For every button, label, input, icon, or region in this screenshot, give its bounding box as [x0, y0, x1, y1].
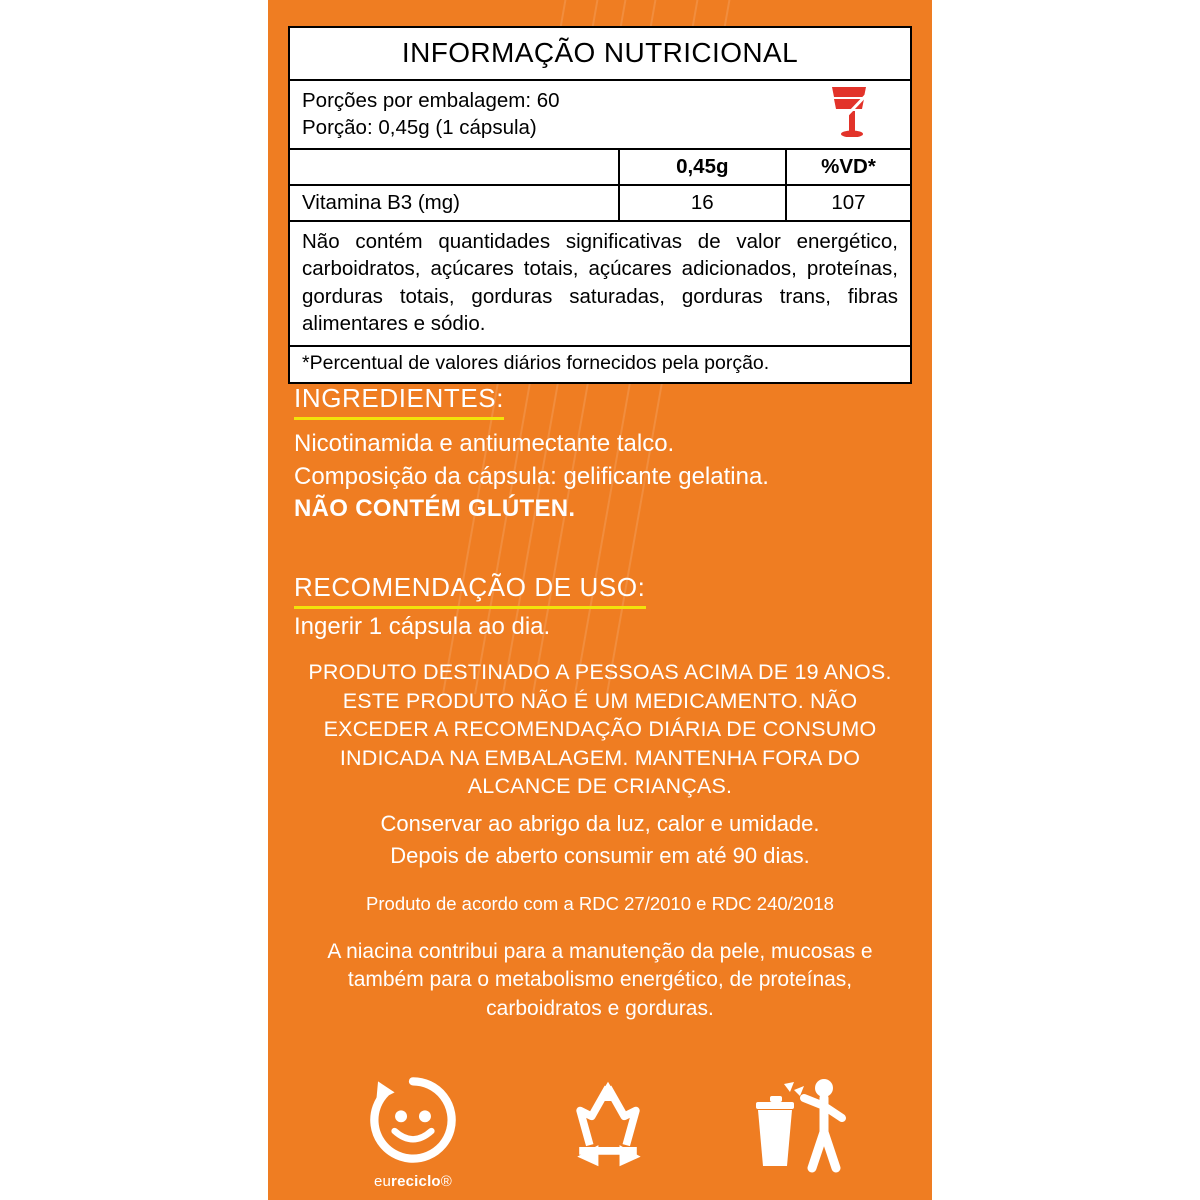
dispose-in-bin-symbol [728, 1074, 868, 1179]
table-row [290, 185, 910, 221]
serving-information [290, 81, 910, 150]
bin-icon [735, 1074, 861, 1174]
recycle-icon [556, 1076, 660, 1172]
eureciclo-seal [348, 1074, 478, 1190]
nutrient-name: Vitamina B3 (mg) [290, 185, 619, 221]
eureciclo-label-light: eu [373, 1173, 392, 1190]
usage-instruction: Ingerir 1 cápsula ao dia. [294, 613, 551, 640]
eureciclo-registered-mark: ® [440, 1173, 453, 1190]
warning-text: PRODUTO DESTINADO A PESSOAS ACIMA DE 19 ANOS. ESTE PRODUTO NÃO É UM MEDICAMENTO. NÃO EXCEDER A RECOMENDAÇÃO DIÁRIA DE CONSUMO INDICADA NA EMBALAGEM. MANTENHA FORA DO ALCANCE DE CRIANÇAS. [308, 660, 892, 799]
table-header-row [290, 150, 910, 185]
ingredients-body [294, 428, 914, 526]
usage-heading: RECOMENDAÇÃO DE USO: [294, 572, 646, 609]
orange-label-panel [268, 0, 932, 1200]
eureciclo-icon [367, 1074, 459, 1166]
header-daily-value: %VD* [786, 150, 910, 185]
nutrient-table [290, 150, 910, 222]
eureciclo-label-bold: reciclo [391, 1173, 441, 1190]
storage-line-1: Conservar ao abrigo da luz, calor e umidade. [380, 811, 820, 836]
nutrient-quantity: 16 [619, 185, 786, 221]
storage-line-2: Depois de aberto consumir em até 90 dias. [390, 842, 810, 868]
storage-instructions [290, 808, 910, 872]
not-significant-note: Não contém quantidades significativas de valor energético, carboidratos, açúcares totais, açúcares adicionados, proteínas, gorduras totais, gorduras saturadas, gorduras trans, fibras alimentares e sódio. [290, 222, 910, 347]
regulatory-rdc-text: Produto de acordo com a RDC 27/2010 e RDC 240/2018 [366, 893, 834, 914]
eureciclo-label [348, 1173, 478, 1190]
ingredients-line-1: Nicotinamida e antiumectante talco. [294, 430, 675, 457]
nutrition-facts-table [288, 26, 912, 384]
gluten-free-statement: NÃO CONTÉM GLÚTEN. [294, 495, 576, 523]
nutrient-daily-value: 107 [786, 185, 910, 221]
low-calorie-badge-icon [828, 85, 874, 137]
daily-value-footnote: *Percentual de valores diários fornecidos pela porção. [302, 352, 770, 375]
header-nutrient [290, 150, 619, 185]
symbols-row [268, 1070, 932, 1190]
ingredients-line-2: Composição da cápsula: gelificante gelatina. [294, 462, 769, 490]
servings-per-package: Porções por embalagem: 60 [302, 89, 560, 112]
ingredients-heading: INGREDIENTES: [294, 383, 504, 420]
recycling-symbol [548, 1076, 668, 1177]
serving-size: Porção: 0,45g (1 cápsula) [302, 116, 537, 140]
nutrition-table-title: INFORMAÇÃO NUTRICIONAL [290, 28, 910, 81]
health-claim-text: A niacina contribui para a manutenção da pele, mucosas e também para o metabolismo energético, de proteínas, carboidratos e gorduras. [327, 940, 873, 1020]
header-quantity: 0,45g [619, 150, 786, 185]
